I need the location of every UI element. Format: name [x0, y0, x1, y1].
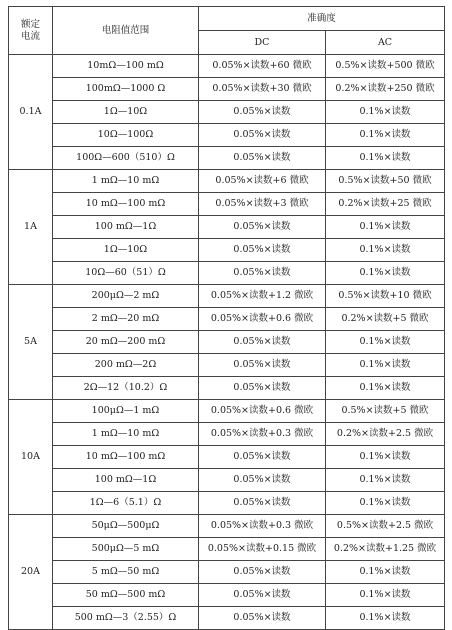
ac-accuracy-cell: 0.1%×读数 — [326, 469, 445, 492]
dc-accuracy-cell: 0.05%×读数 — [199, 377, 326, 400]
rated-current-cell: 5A — [9, 285, 53, 400]
dc-accuracy-cell: 0.05%×读数 — [199, 101, 326, 124]
ac-accuracy-cell: 0.5%×读数+10 微欧 — [326, 285, 445, 308]
table-row — [9, 262, 445, 285]
dc-accuracy-cell: 0.05%×读数 — [199, 216, 326, 239]
table-row — [9, 193, 445, 216]
table-row — [9, 124, 445, 147]
table-row — [9, 400, 445, 423]
table-row — [9, 538, 445, 561]
ac-accuracy-cell: 0.5%×读数+5 微欧 — [326, 400, 445, 423]
accuracy-spec-table — [8, 6, 445, 630]
dc-accuracy-cell: 0.05%×读数+6 微欧 — [199, 170, 326, 193]
range-cell: 1Ω—10Ω — [53, 239, 199, 262]
table-body — [9, 55, 445, 630]
ac-accuracy-cell: 0.2%×读数+5 微欧 — [326, 308, 445, 331]
range-cell: 10mΩ—100 mΩ — [53, 55, 199, 78]
ac-accuracy-cell: 0.2%×读数+25 微欧 — [326, 193, 445, 216]
dc-accuracy-cell: 0.05%×读数+0.6 微欧 — [199, 400, 326, 423]
table-row — [9, 239, 445, 262]
table-row — [9, 607, 445, 630]
range-cell: 5 mΩ—50 mΩ — [53, 561, 199, 584]
range-cell: 200 mΩ—2Ω — [53, 354, 199, 377]
ac-accuracy-cell: 0.1%×读数 — [326, 101, 445, 124]
dc-accuracy-cell: 0.05%×读数+30 微欧 — [199, 78, 326, 101]
dc-accuracy-cell: 0.05%×读数+0.6 微欧 — [199, 308, 326, 331]
ac-accuracy-cell: 0.1%×读数 — [326, 377, 445, 400]
range-cell: 100μΩ—1 mΩ — [53, 400, 199, 423]
range-cell: 100 mΩ—1Ω — [53, 216, 199, 239]
header-resistance-range: 电阻值范围 — [53, 7, 199, 55]
dc-accuracy-cell: 0.05%×读数 — [199, 561, 326, 584]
dc-accuracy-cell: 0.05%×读数 — [199, 584, 326, 607]
range-cell: 10 mΩ—100 mΩ — [53, 446, 199, 469]
range-cell: 10Ω—100Ω — [53, 124, 199, 147]
table-row — [9, 469, 445, 492]
range-cell: 500 mΩ—3（2.55）Ω — [53, 607, 199, 630]
range-cell: 20 mΩ—200 mΩ — [53, 331, 199, 354]
header-accuracy: 准确度 — [199, 7, 445, 31]
table-row — [9, 285, 445, 308]
dc-accuracy-cell: 0.05%×读数 — [199, 354, 326, 377]
table-row — [9, 515, 445, 538]
header-rated-current-line1: 额定 — [20, 18, 40, 30]
dc-accuracy-cell: 0.05%×读数 — [199, 239, 326, 262]
range-cell: 10Ω—60（51）Ω — [53, 262, 199, 285]
range-cell: 500μΩ—5 mΩ — [53, 538, 199, 561]
ac-accuracy-cell: 0.1%×读数 — [326, 354, 445, 377]
table-row — [9, 331, 445, 354]
table-row — [9, 492, 445, 515]
table-row — [9, 101, 445, 124]
header-dc: DC — [199, 31, 326, 55]
table-row — [9, 446, 445, 469]
ac-accuracy-cell: 0.1%×读数 — [326, 607, 445, 630]
range-cell: 100 mΩ—1Ω — [53, 469, 199, 492]
table-row — [9, 377, 445, 400]
ac-accuracy-cell: 0.1%×读数 — [326, 216, 445, 239]
dc-accuracy-cell: 0.05%×读数 — [199, 446, 326, 469]
rated-current-cell: 1A — [9, 170, 53, 285]
header-rated-current-line2: 电流 — [20, 30, 40, 42]
table-row — [9, 561, 445, 584]
dc-accuracy-cell: 0.05%×读数 — [199, 262, 326, 285]
ac-accuracy-cell: 0.2%×读数+2.5 微欧 — [326, 423, 445, 446]
ac-accuracy-cell: 0.1%×读数 — [326, 262, 445, 285]
header-ac: AC — [326, 31, 445, 55]
dc-accuracy-cell: 0.05%×读数 — [199, 492, 326, 515]
header-rated-current — [9, 7, 53, 55]
range-cell: 50μΩ—500μΩ — [53, 515, 199, 538]
table-row — [9, 147, 445, 170]
dc-accuracy-cell: 0.05%×读数 — [199, 607, 326, 630]
range-cell: 50 mΩ—500 mΩ — [53, 584, 199, 607]
table-row — [9, 354, 445, 377]
ac-accuracy-cell: 0.1%×读数 — [326, 584, 445, 607]
dc-accuracy-cell: 0.05%×读数 — [199, 469, 326, 492]
dc-accuracy-cell: 0.05%×读数+0.3 微欧 — [199, 515, 326, 538]
range-cell: 100mΩ—1000 Ω — [53, 78, 199, 101]
range-cell: 100Ω—600（510）Ω — [53, 147, 199, 170]
table-row — [9, 584, 445, 607]
range-cell: 1 mΩ—10 mΩ — [53, 170, 199, 193]
range-cell: 1Ω—10Ω — [53, 101, 199, 124]
ac-accuracy-cell: 0.1%×读数 — [326, 239, 445, 262]
rated-current-cell: 0.1A — [9, 55, 53, 170]
range-cell: 10 mΩ—100 mΩ — [53, 193, 199, 216]
table-row — [9, 216, 445, 239]
table-row — [9, 78, 445, 101]
dc-accuracy-cell: 0.05%×读数+1.2 微欧 — [199, 285, 326, 308]
dc-accuracy-cell: 0.05%×读数 — [199, 124, 326, 147]
range-cell: 2 mΩ—20 mΩ — [53, 308, 199, 331]
table-row — [9, 55, 445, 78]
dc-accuracy-cell: 0.05%×读数+0.3 微欧 — [199, 423, 326, 446]
ac-accuracy-cell: 0.5%×读数+2.5 微欧 — [326, 515, 445, 538]
rated-current-cell: 10A — [9, 400, 53, 515]
table-row — [9, 423, 445, 446]
ac-accuracy-cell: 0.1%×读数 — [326, 446, 445, 469]
ac-accuracy-cell: 0.1%×读数 — [326, 331, 445, 354]
table-row — [9, 308, 445, 331]
ac-accuracy-cell: 0.2%×读数+250 微欧 — [326, 78, 445, 101]
ac-accuracy-cell: 0.2%×读数+1.25 微欧 — [326, 538, 445, 561]
dc-accuracy-cell: 0.05%×读数+0.15 微欧 — [199, 538, 326, 561]
range-cell: 2Ω—12（10.2）Ω — [53, 377, 199, 400]
range-cell: 1 mΩ—10 mΩ — [53, 423, 199, 446]
ac-accuracy-cell: 0.1%×读数 — [326, 561, 445, 584]
rated-current-cell: 20A — [9, 515, 53, 630]
ac-accuracy-cell: 0.5%×读数+50 微欧 — [326, 170, 445, 193]
table-row — [9, 170, 445, 193]
dc-accuracy-cell: 0.05%×读数 — [199, 331, 326, 354]
ac-accuracy-cell: 0.5%×读数+500 微欧 — [326, 55, 445, 78]
range-cell: 1Ω—6（5.1）Ω — [53, 492, 199, 515]
dc-accuracy-cell: 0.05%×读数+3 微欧 — [199, 193, 326, 216]
range-cell: 200μΩ—2 mΩ — [53, 285, 199, 308]
dc-accuracy-cell: 0.05%×读数 — [199, 147, 326, 170]
ac-accuracy-cell: 0.1%×读数 — [326, 124, 445, 147]
ac-accuracy-cell: 0.1%×读数 — [326, 147, 445, 170]
ac-accuracy-cell: 0.1%×读数 — [326, 492, 445, 515]
dc-accuracy-cell: 0.05%×读数+60 微欧 — [199, 55, 326, 78]
